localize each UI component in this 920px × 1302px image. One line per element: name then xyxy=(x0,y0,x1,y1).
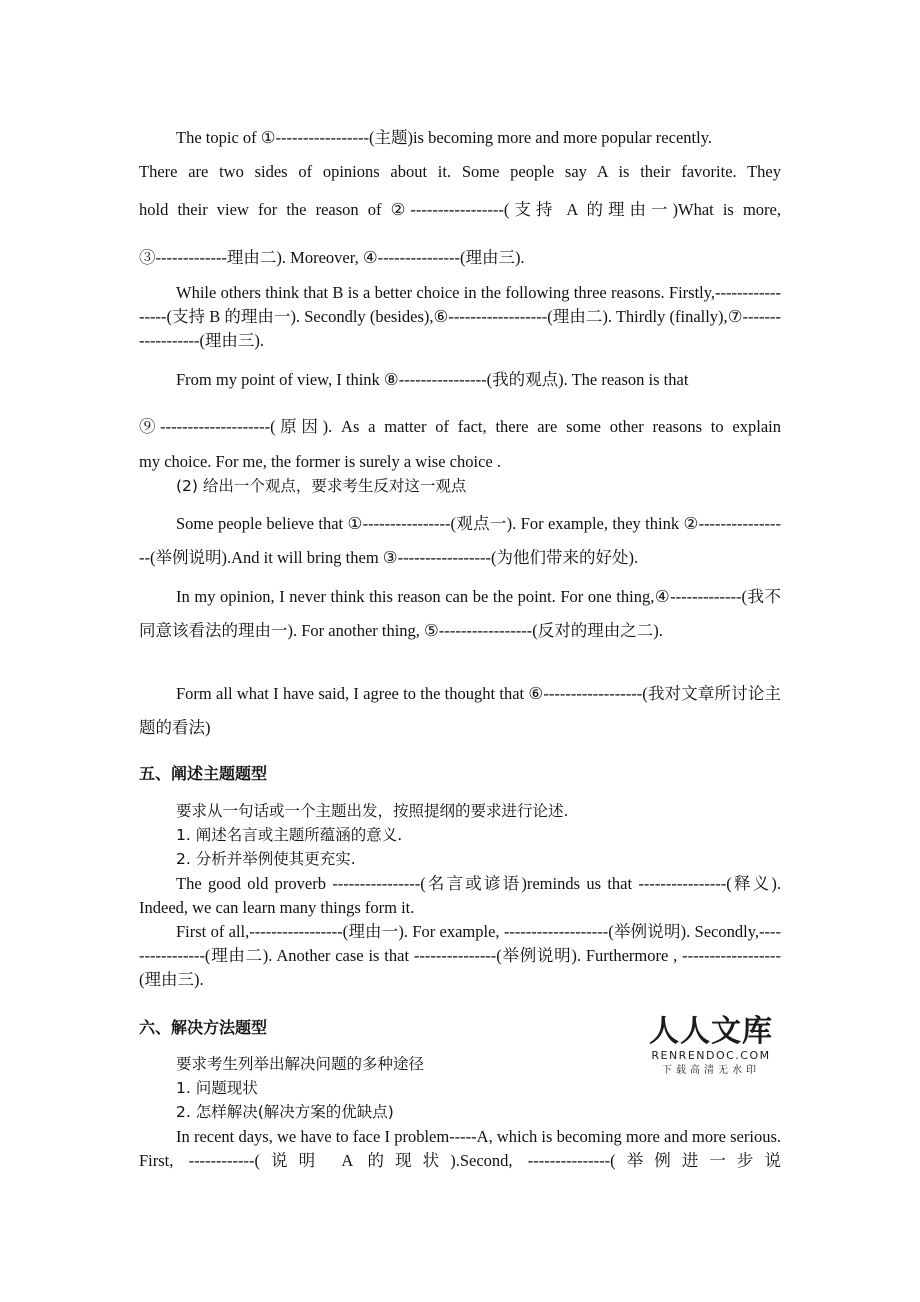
para3-line3: my choice. For me, the former is surely a wise choice . xyxy=(139,452,501,471)
section5-heading: 五、阐述主题题型 xyxy=(139,764,268,783)
section5-para-b: First of all,-----------------(理由一). For example, -------------------(举例说明). Secondly,----------------(理由二). Another case is that ---------------(举例说明). Furthermore , ------------------(理由三). xyxy=(139,922,781,989)
logo-tagline-text: 下载高清无水印 xyxy=(662,1065,760,1076)
section5-item1: 1. 阐述名言或主题所蕴涵的意义. xyxy=(176,826,403,844)
renrendoc-logo xyxy=(646,1015,776,1079)
section5-para-a: The good old proverb ----------------(名言或谚语)reminds us that ----------------(释义). Indeed, we can learn many things form it. xyxy=(139,874,781,917)
logo-domain-text: RENRENDOC.COM xyxy=(651,1049,771,1062)
para5: In my opinion, I never think this reason can be the point. For one thing,④-------------(我不同意该看法的理由一). For another thing, ⑤-----------------(反对的理由之二). xyxy=(139,587,781,640)
para3-line2: ⑨--------------------(原因). As a matter of fact, there are some other reasons to explain xyxy=(139,417,781,436)
para3-line1: From my point of view, I think ⑧----------------(我的观点). The reason is that xyxy=(176,370,689,389)
section6-heading: 六、解决方法题型 xyxy=(139,1018,268,1037)
section5-item2: 2. 分析并举例使其更充实. xyxy=(176,850,356,868)
section6-item1: 1. 问题现状 xyxy=(176,1079,258,1097)
section5-intro: 要求从一句话或一个主题出发，按照提纲的要求进行论述. xyxy=(176,802,569,820)
logo-main-text: 人人文库 xyxy=(649,1014,773,1049)
section6-intro: 要求考生列举出解决问题的多种途径 xyxy=(176,1055,425,1073)
para6: Form all what I have said, I agree to the thought that ⑥------------------(我对文章所讨论主题的看法) xyxy=(139,684,781,737)
para1-line4: ③-------------理由二). Moreover, ④---------------(理由三). xyxy=(139,248,525,267)
para2: While others think that B is a better choice in the following three reasons. Firstly,-----------------(支持 B 的理由一). Secondly (besides),⑥------------------(理由二). Thirdly (finally),⑦------------------(理由三). xyxy=(139,283,781,350)
para1-line1: The topic of ①-----------------(主题)is becoming more and more popular recently. xyxy=(176,128,712,147)
subheading-2: (2) 给出一个观点，要求考生反对这一观点 xyxy=(176,477,467,495)
para4: Some people believe that ①----------------(观点一). For example, they think ②-----------------(举例说明).And it will bring them ③-----------------(为他们带来的好处). xyxy=(139,514,781,567)
para1-line3: hold their view for the reason of ②-----------------(支持 A 的理由一)What is more, xyxy=(139,200,781,219)
section6-para-a: In recent days, we have to face I problem-----A, which is becoming more and more serious. First, ------------(说明 A 的现状).Second, ---------------(举例进一步说 xyxy=(139,1127,781,1170)
section6-item2: 2. 怎样解决(解决方案的优缺点) xyxy=(176,1103,394,1121)
para1-line2: There are two sides of opinions about it. Some people say A is their favorite. They xyxy=(139,162,781,181)
